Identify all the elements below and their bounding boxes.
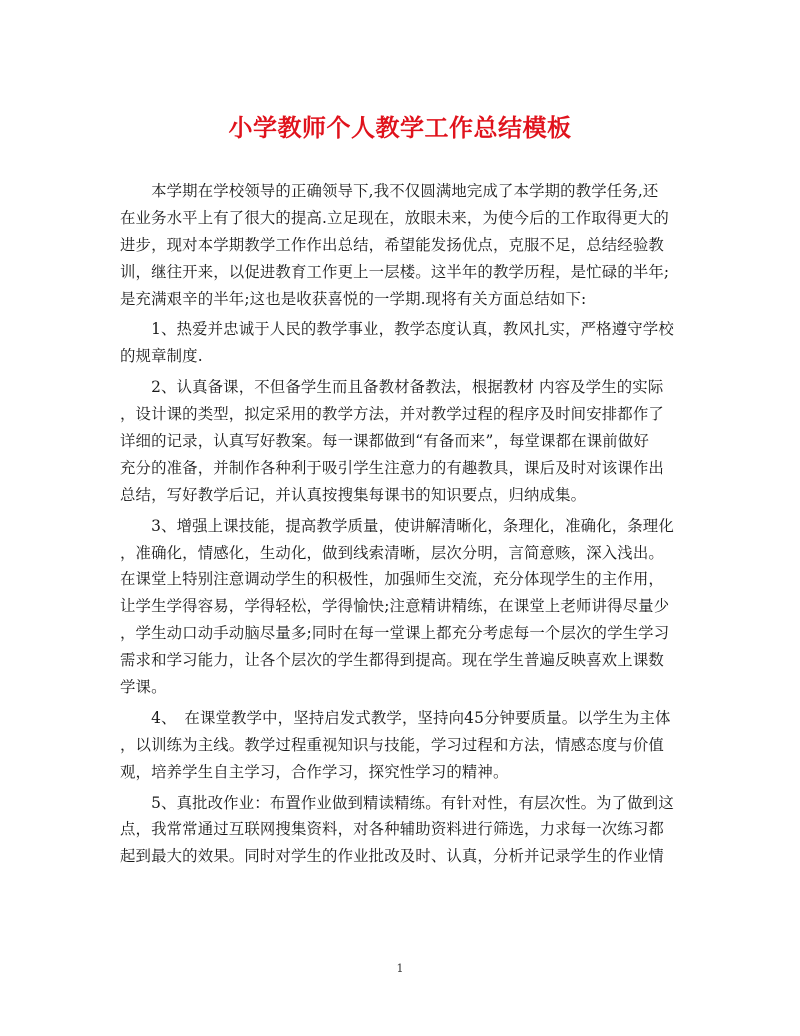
text-line: 观，培养学生自主学习，合作学习，探究性学习的精神。 [120,762,509,781]
text-line: 2、认真备课，不但备学生而且备教材备教法，根据教材 内容及学生的实际 [120,378,664,397]
text-line: 3、增强上课技能，提高教学质量，使讲解清晰化，条理化，准确化，条理化 [120,516,674,535]
text-line: 详细的记录，认真写好教案。每一课都做到“有备而来”，每堂课都在课前做好 [120,432,649,451]
paragraph-point-1 [120,316,682,370]
text-line: 1、热爱并忠诚于人民的教学事业，教学态度认真，教风扎实，严格遵守学校 [120,320,674,339]
text-line: 进步，现对本学期教学工作作出总结，希望能发扬优点，克服不足，总结经验教 [120,235,664,254]
text-line: ，以训练为主线。教学过程重视知识与技能，学习过程和方法，情感态度与价值 [120,735,664,754]
document-title: 小学教师个人教学工作总结模板 [228,113,572,142]
text-line: 训，继往开来，以促进教育工作更上一层楼。这半年的教学历程，是忙碌的半年; [120,262,670,281]
paragraph-point-5 [120,790,682,871]
text-line: 需求和学习能力，让各个层次的学生都得到提高。现在学生普遍反映喜欢上课数 [120,651,664,670]
text-line: 起到最大的效果。同时对学生的作业批改及时、认真，分析并记录学生的作业情 [120,847,664,866]
text-line: ，准确化，情感化，生动化，做到线索清晰，层次分明，言简意赅，深入浅出。 [120,543,664,562]
text-line: 5、真批改作业：布置作业做到精读精练。有针对性，有层次性。为了做到这 [120,793,674,812]
text-line: 点，我常常通过互联网搜集资料，对各种辅助资料进行筛选，力求每一次练习都 [120,820,664,839]
text-line: 是充满艰辛的半年;这也是收获喜悦的一学期.现将有关方面总结如下: [120,289,587,308]
paragraph-intro [120,178,682,312]
text-line: 4、 在课堂教学中，坚持启发式教学，坚持向45分钟要质量。以学生为主体 [120,708,671,727]
text-line: 学课。 [120,678,167,697]
paragraph-point-3 [120,513,682,701]
text-line: 的规章制度. [120,347,203,366]
paragraph-point-4 [120,705,682,786]
text-line: 充分的准备，并制作各种利于吸引学生注意力的有趣教具，课后及时对该课作出 [120,458,664,477]
text-line: ，学生动口动手动脑尽量多;同时在每一堂课上都充分考虑每一个层次的学生学习 [120,624,670,643]
text-line: 让学生学得容易，学得轻松，学得愉快;注意精讲精练，在课堂上老师讲得尽量少 [120,597,670,616]
text-line: 在业务水平上有了很大的提高.立足现在，放眼未来，为使今后的工作取得更大的 [120,208,669,227]
paragraph-point-2 [120,374,682,508]
page-number: 1 [396,962,404,975]
text-line: 本学期在学校领导的正确领导下,我不仅圆满地完成了本学期的教学任务,还 [120,182,659,200]
document-body [120,178,682,870]
text-line: 总结，写好教学后记，并认真按搜集每课书的知识要点，归纳成集。 [120,485,587,504]
text-line: 在课堂上特别注意调动学生的积极性，加强师生交流，充分体现学生的主作用， [120,570,664,589]
text-line: ，设计课的类型，拟定采用的教学方法，并对教学过程的程序及时间安排都作了 [120,405,664,424]
